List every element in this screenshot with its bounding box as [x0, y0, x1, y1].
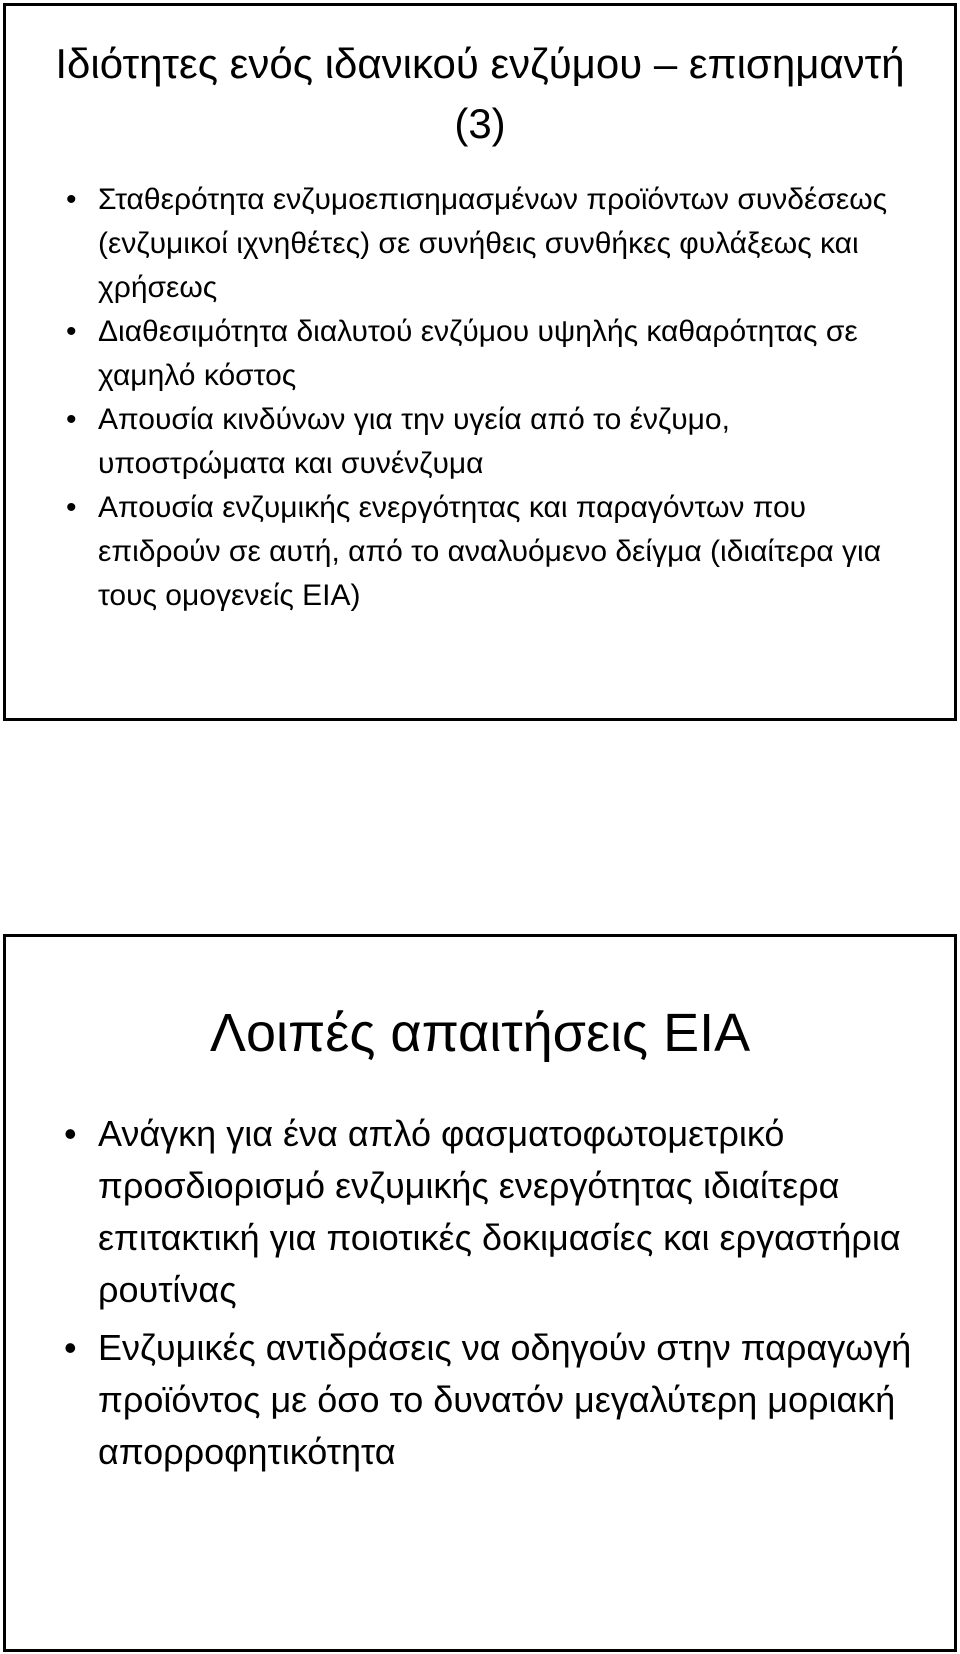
slide-1: [3, 3, 957, 721]
bullet-icon: •: [64, 1327, 77, 1368]
slide-2-bullet-list: [64, 1108, 924, 1484]
bullet-text: Απουσία ενζυμικής ενεργότητας και παραγόντων που επιδρούν σε αυτή, από το αναλυόμενο δείγμα (ιδιαίτερα για τους ομογενείς ΕΙΑ): [98, 491, 882, 612]
list-item: [64, 1322, 924, 1478]
bullet-text: Απουσία κινδύνων για την υγεία από το ένζυμο, υποστρώματα και συνένζυμα: [98, 403, 730, 480]
bullet-text: Ανάγκη για ένα απλό φασματοφωτομετρικό προσδιορισμό ενζυμικής ενεργότητας ιδιαίτερα επιτακτική για ποιοτικές δοκιμασίες και εργαστήρια ρουτίνας: [98, 1113, 901, 1310]
bullet-text: Σταθερότητα ενζυμοεπισημασμένων προϊόντων συνδέσεως (ενζυμικοί ιχνηθέτες) σε συνήθεις συνθήκες φυλάξεως και χρήσεως: [98, 183, 888, 304]
bullet-icon: •: [64, 1113, 77, 1154]
list-item: [66, 486, 914, 618]
list-item: [66, 398, 914, 486]
list-item: [66, 310, 914, 398]
bullet-icon: •: [66, 315, 77, 348]
list-item: [64, 1108, 924, 1316]
bullet-icon: •: [66, 183, 77, 216]
bullet-text: Ενζυμικές αντιδράσεις να οδηγούν στην παραγωγή προϊόντος με όσο το δυνατόν μεγαλύτερη μοριακή απορροφητικότητα: [98, 1327, 912, 1472]
bullet-icon: •: [66, 491, 77, 524]
slide-1-bullet-list: [66, 178, 914, 618]
slide-2-title: Λοιπές απαιτήσεις ΕΙΑ: [209, 1003, 751, 1063]
list-item: [66, 178, 914, 310]
bullet-icon: •: [66, 403, 77, 436]
slide-1-title: Ιδιότητες ενός ιδανικού ενζύμου – επισημαντή (3): [55, 40, 905, 147]
bullet-text: Διαθεσιμότητα διαλυτού ενζύμου υψηλής καθαρότητας σε χαμηλό κόστος: [98, 315, 858, 392]
slide-2: [3, 934, 957, 1652]
